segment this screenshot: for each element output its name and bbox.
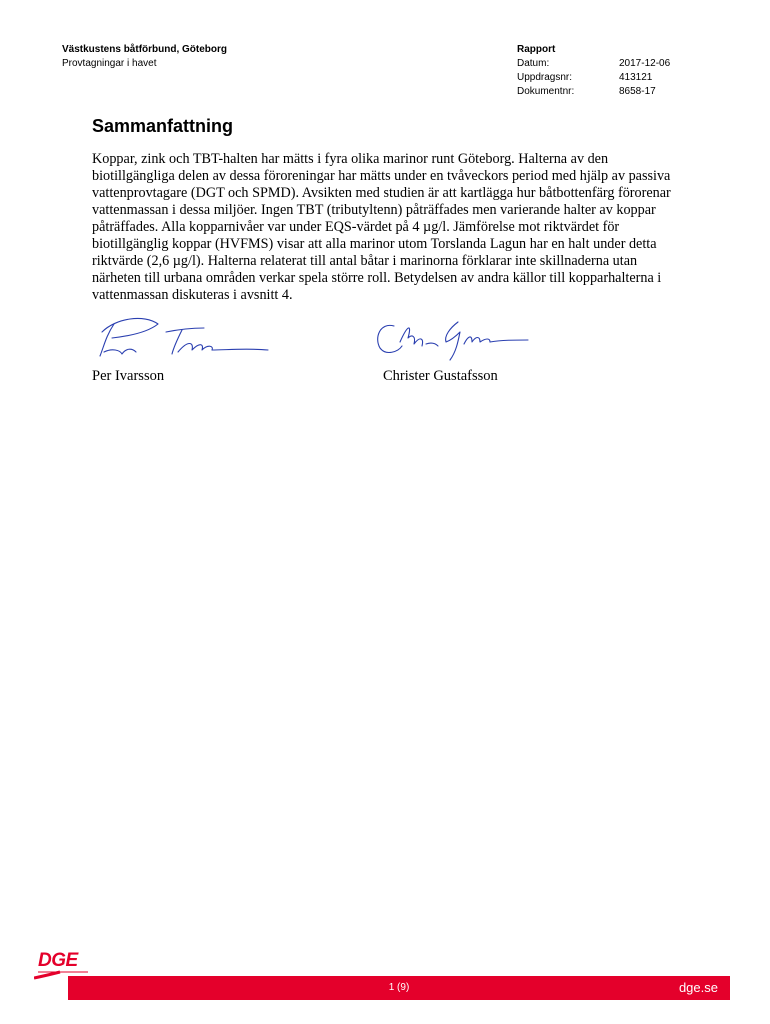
document-type: Rapport: [517, 44, 556, 55]
header-right: [517, 43, 670, 99]
meta-row-date: [517, 57, 670, 71]
meta-label: Datum:: [517, 58, 550, 69]
section-title: Sammanfattning: [92, 116, 234, 136]
header-left: [62, 43, 227, 71]
signature-name-2: Christer Gustafsson: [383, 368, 498, 384]
signature-per-ivarsson: [96, 312, 276, 362]
meta-value: 413121: [619, 72, 653, 83]
meta-row-document: [517, 85, 670, 99]
signature-christer-gustafsson: [372, 318, 532, 364]
document-subtitle: Provtagningar i havet: [62, 58, 157, 69]
meta-row-assignment: [517, 71, 670, 85]
organization-name: Västkustens båtförbund, Göteborg: [62, 44, 228, 55]
svg-text:DGE: DGE: [38, 950, 78, 971]
footer-bar: [68, 976, 730, 1000]
page-number: 1 (9): [388, 982, 410, 993]
summary-paragraph: Koppar, zink och TBT-halten har mätts i fyra olika marinor runt Göteborg. Halterna av den biotillgängliga delen av dessa föroreningar har mätts under en tvåveckors period med hjälp av passiva vattenprovtagare (DGT och SPMD). Avsikten med studien är att kartlägga hur båtbottenfärg förorenar vattenmassan i dessa miljöer. Ingen TBT (tributyltenn) påträffades men varierande halter av koppar påträffades. Alla kopparnivåer var under EQS-värdet på 4 µg/l. Jämförelse mot riktvärdet för biotillgänglig koppar (HVFMS) visar att alla marinor utom Torslanda Lagun har en halt under detta riktvärde (2,6 µg/l). Halterna relaterat till antal båtar i marinorna förklarar inte skillnaderna utan närheten till urbana områden verkar spela större roll. Betydelsen av andra källor till kopparhalterna i vattenmassan diskuteras i avsnitt 4.: [92, 151, 671, 303]
website-link[interactable]: dge.se: [678, 980, 718, 995]
meta-value: 2017-12-06: [619, 58, 671, 69]
signature-name-1: Per Ivarsson: [92, 368, 165, 384]
meta-label: Uppdragsnr:: [517, 72, 573, 83]
meta-value: 8658-17: [619, 86, 656, 97]
meta-label: Dokumentnr:: [517, 86, 575, 97]
